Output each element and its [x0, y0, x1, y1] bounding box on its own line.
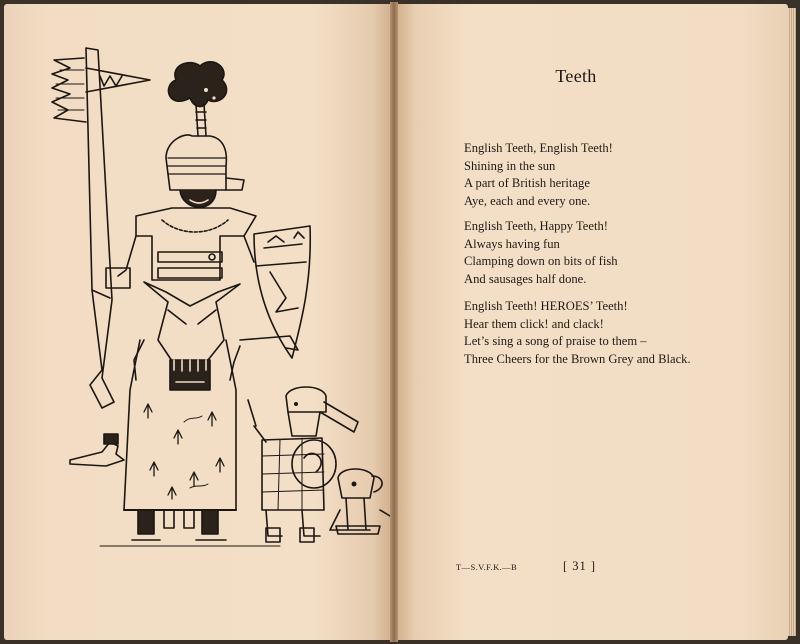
poem-line: Hear them click! and clack! [464, 316, 604, 331]
donkey-costume-head [144, 282, 240, 390]
page-edges [788, 8, 796, 636]
poem-line: Aye, each and every one. [464, 193, 591, 208]
poem-stanza-2 [464, 218, 764, 288]
printer-signature: T—S.V.F.K.—B [456, 562, 518, 572]
poem-line: English Teeth, English Teeth! [464, 141, 613, 155]
donkey-tunic [124, 336, 298, 510]
poem-line: Three Cheers for the Brown Grey and Black. [464, 351, 691, 366]
knight-helmet [166, 135, 244, 207]
poem-line: Always having fun [464, 236, 560, 251]
poem-stanza-3 [464, 298, 764, 368]
poem-line: English Teeth! HEROES’ Teeth! [464, 299, 628, 313]
squire-figure [248, 387, 358, 542]
helmet-plume [168, 62, 226, 136]
poem-line: Clamping down on bits of fish [464, 254, 618, 268]
donkey-legs [100, 510, 280, 546]
poem-title: Teeth [555, 66, 597, 86]
knight-armour [106, 208, 256, 288]
book-gutter [390, 2, 398, 642]
poem-line: And sausages half done. [464, 271, 587, 286]
poem-line: English Teeth, Happy Teeth! [464, 219, 608, 233]
pointing-hand [70, 434, 124, 466]
poem-line: Let’s sing a song of praise to them – [464, 334, 647, 348]
poem-stanza-1 [464, 140, 764, 210]
poem-line: A part of British heritage [464, 176, 590, 190]
lance [86, 48, 114, 408]
knight-illustration [40, 40, 390, 560]
page-number: [ 31 ] [563, 559, 597, 573]
poem-line: Shining in the sun [464, 158, 556, 173]
small-dog-figure [330, 469, 390, 534]
